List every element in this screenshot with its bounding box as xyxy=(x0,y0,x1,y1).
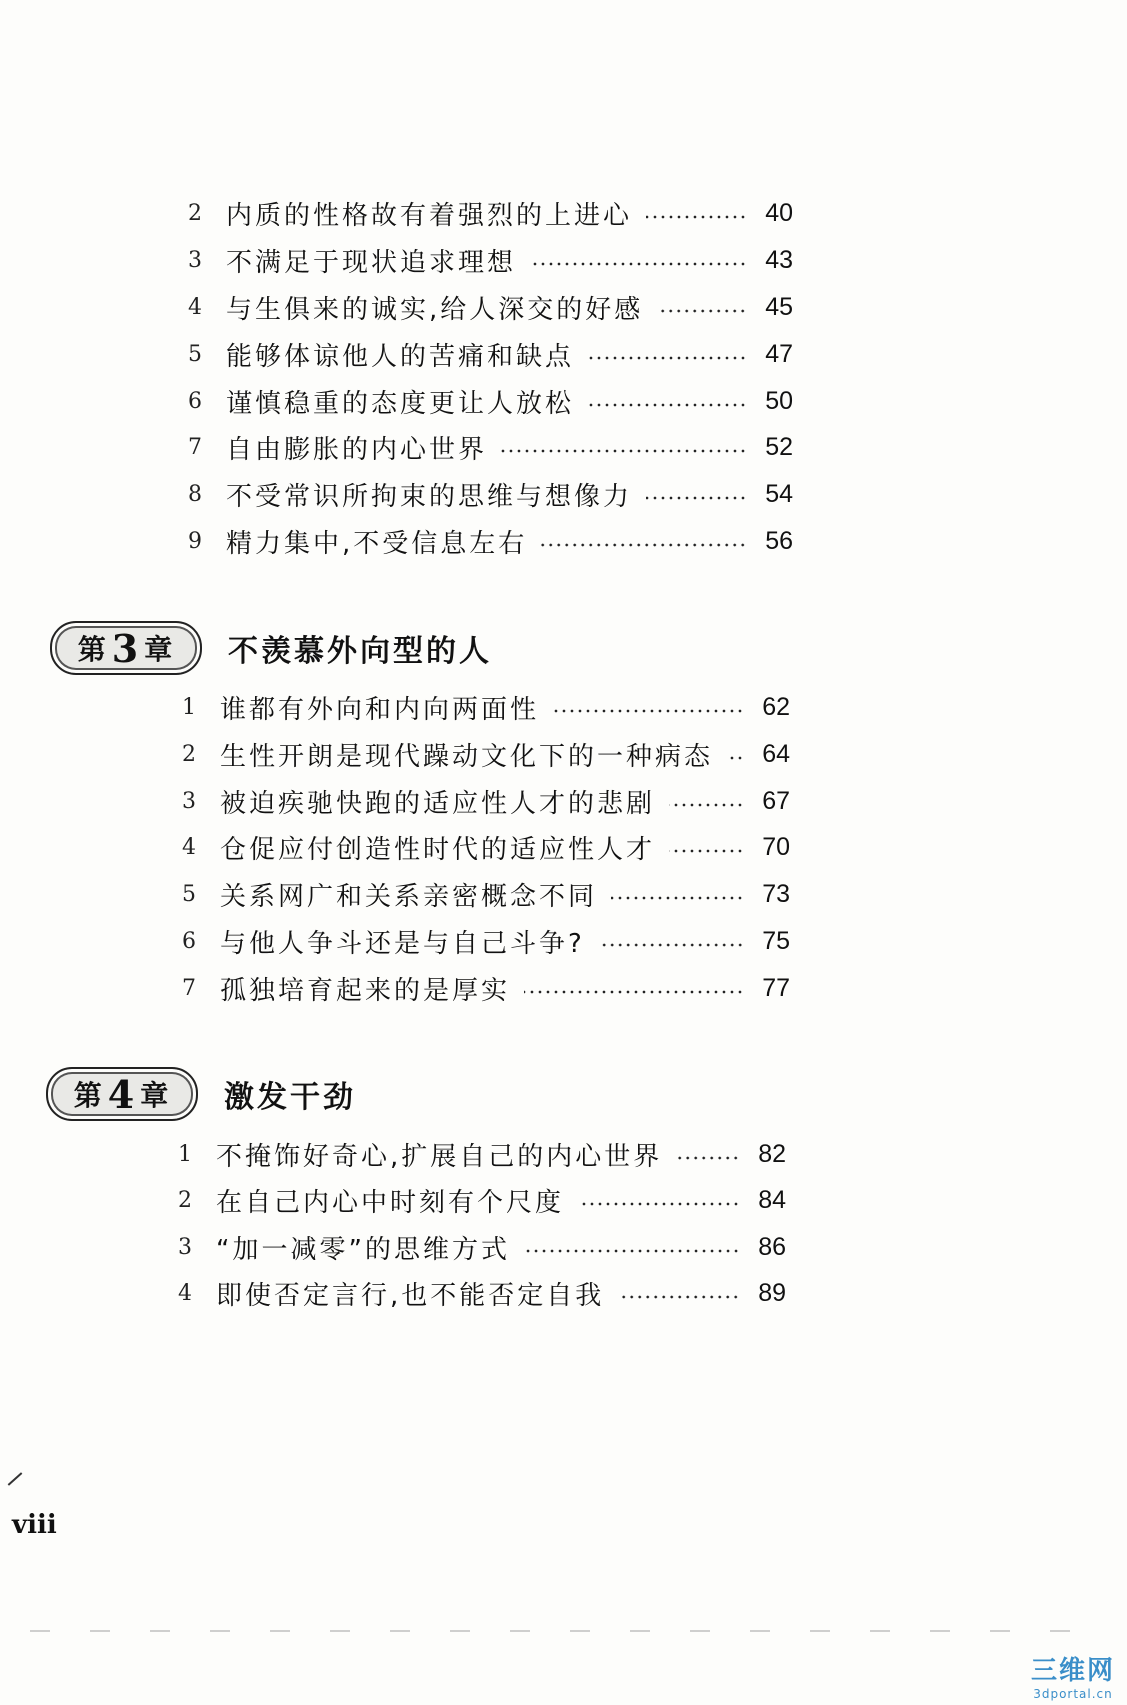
entry-title: 与生俱来的诚实,给人深交的好感 xyxy=(226,294,644,325)
entry-number: 3 xyxy=(182,788,196,814)
entry-page: 56 xyxy=(765,526,793,555)
badge-suffix: 章 xyxy=(140,1079,171,1112)
watermark-logo xyxy=(1031,1650,1115,1701)
toc-entry[interactable] xyxy=(188,427,793,467)
entry-title: 与他人争斗还是与自己斗争? xyxy=(220,928,585,959)
entry-number: 9 xyxy=(188,528,202,554)
entry-title: 生性开朗是现代躁动文化下的一种病态 xyxy=(220,741,714,772)
entry-page: 52 xyxy=(765,432,793,461)
margin-mark xyxy=(8,1472,23,1486)
badge-suffix: 章 xyxy=(144,633,175,666)
entry-number: 2 xyxy=(182,741,196,767)
entry-title: 内质的性格故有着强烈的上进心 xyxy=(226,200,633,231)
toc-entry[interactable] xyxy=(182,687,790,727)
badge-prefix: 第 xyxy=(77,633,108,666)
chapter-badge xyxy=(50,621,202,675)
dot-leader xyxy=(646,495,747,501)
dot-leader xyxy=(530,261,747,267)
entry-title: 在自己内心中时刻有个尺度 xyxy=(216,1187,565,1218)
dot-leader xyxy=(618,1294,740,1300)
entry-page: 82 xyxy=(758,1139,786,1168)
entry-title: 谁都有外向和内向两面性 xyxy=(220,694,540,725)
entry-title: 仓促应付创造性时代的适应性人才 xyxy=(220,834,656,865)
entry-number: 2 xyxy=(188,200,202,226)
entry-page: 77 xyxy=(762,973,790,1002)
entry-title: 孤独培育起来的是厚实 xyxy=(220,975,511,1006)
badge-number: 4 xyxy=(107,1071,137,1117)
watermark-sub: 3dportal.cn xyxy=(1033,1687,1113,1701)
dot-leader xyxy=(524,989,744,995)
entry-number: 4 xyxy=(188,294,202,320)
dot-leader xyxy=(588,402,747,408)
toc-entry[interactable] xyxy=(188,381,793,421)
entry-title: 不受常识所拘束的思维与想像力 xyxy=(226,481,633,512)
toc-entry[interactable] xyxy=(188,240,793,280)
dot-leader xyxy=(646,214,747,220)
entry-number: 4 xyxy=(178,1280,192,1306)
entry-title: 不掩饰好奇心,扩展自己的内心世界 xyxy=(216,1141,663,1172)
toc-entry[interactable] xyxy=(182,921,790,961)
entry-number: 2 xyxy=(178,1187,192,1213)
entry-number: 5 xyxy=(182,881,196,907)
toc-entry[interactable] xyxy=(178,1227,786,1267)
entry-page: 89 xyxy=(758,1278,786,1307)
dot-leader xyxy=(611,895,744,901)
entry-number: 5 xyxy=(188,341,202,367)
entry-title: 自由膨胀的内心世界 xyxy=(226,434,488,465)
entry-title: 谨慎稳重的态度更让人放松 xyxy=(226,388,575,419)
toc-entry[interactable] xyxy=(188,287,793,327)
dot-leader xyxy=(657,308,747,314)
entry-page: 45 xyxy=(765,292,793,321)
entry-page: 75 xyxy=(762,926,790,955)
dot-leader xyxy=(524,1248,740,1254)
entry-title: 不满足于现状追求理想 xyxy=(226,247,517,278)
toc-entry[interactable] xyxy=(182,734,790,774)
badge-number: 3 xyxy=(111,625,141,671)
dot-leader xyxy=(588,355,747,361)
toc-entry[interactable] xyxy=(178,1134,786,1174)
toc-entry[interactable] xyxy=(178,1180,786,1220)
entry-number: 7 xyxy=(188,434,202,460)
entry-number: 8 xyxy=(188,481,202,507)
entry-page: 73 xyxy=(762,879,790,908)
folio-page-number: viii xyxy=(12,1510,57,1540)
chapter-title: 不羡慕外向型的人 xyxy=(228,634,492,669)
chapter-3-heading[interactable] xyxy=(50,618,492,678)
toc-entry[interactable] xyxy=(182,827,790,867)
chapter-title: 激发干劲 xyxy=(224,1080,356,1115)
entry-title: 即使否定言行,也不能否定自我 xyxy=(216,1280,605,1311)
entry-page: 62 xyxy=(762,692,790,721)
entry-page: 86 xyxy=(758,1232,786,1261)
toc-entry[interactable] xyxy=(188,521,793,561)
dot-leader xyxy=(669,848,744,854)
entry-page: 64 xyxy=(762,739,790,768)
toc-entry[interactable] xyxy=(188,193,793,233)
entry-number: 1 xyxy=(182,694,196,720)
entry-page: 84 xyxy=(758,1185,786,1214)
toc-entry[interactable] xyxy=(182,781,790,821)
toc-entry[interactable] xyxy=(182,874,790,914)
entry-page: 70 xyxy=(762,832,790,861)
entry-page: 47 xyxy=(765,339,793,368)
entry-number: 1 xyxy=(178,1141,192,1167)
dot-leader xyxy=(501,448,747,454)
entry-number: 3 xyxy=(188,247,202,273)
toc-entry[interactable] xyxy=(178,1273,786,1313)
dot-leader xyxy=(676,1155,740,1161)
entry-number: 7 xyxy=(182,975,196,1001)
entry-number: 6 xyxy=(188,388,202,414)
dot-leader xyxy=(727,755,744,761)
entry-title: 被迫疾驰快跑的适应性人才的悲剧 xyxy=(220,788,656,819)
toc-entry[interactable] xyxy=(188,334,793,374)
toc-entry[interactable] xyxy=(188,474,793,514)
entry-title: 精力集中,不受信息左右 xyxy=(226,528,528,559)
toc-entry[interactable] xyxy=(182,968,790,1008)
entry-number: 4 xyxy=(182,834,196,860)
entry-title: 能够体谅他人的苦痛和缺点 xyxy=(226,341,575,372)
dot-leader xyxy=(553,708,744,714)
dot-leader xyxy=(541,542,747,548)
entry-number: 6 xyxy=(182,928,196,954)
entry-page: 40 xyxy=(765,198,793,227)
entry-number: 3 xyxy=(178,1234,192,1260)
scan-artifact-line xyxy=(30,1630,1080,1632)
entry-page: 43 xyxy=(765,245,793,274)
entry-title: “加一减零”的思维方式 xyxy=(216,1234,510,1265)
badge-prefix: 第 xyxy=(73,1079,104,1112)
dot-leader xyxy=(669,802,744,808)
watermark-main: 三维网 xyxy=(1030,1656,1115,1686)
entry-page: 50 xyxy=(765,386,793,415)
entry-page: 54 xyxy=(765,479,793,508)
chapter-4-heading[interactable] xyxy=(46,1064,356,1124)
chapter-badge xyxy=(46,1067,198,1121)
dot-leader xyxy=(599,942,744,948)
entry-title: 关系网广和关系亲密概念不同 xyxy=(220,881,598,912)
entry-page: 67 xyxy=(762,786,790,815)
dot-leader xyxy=(578,1201,740,1207)
